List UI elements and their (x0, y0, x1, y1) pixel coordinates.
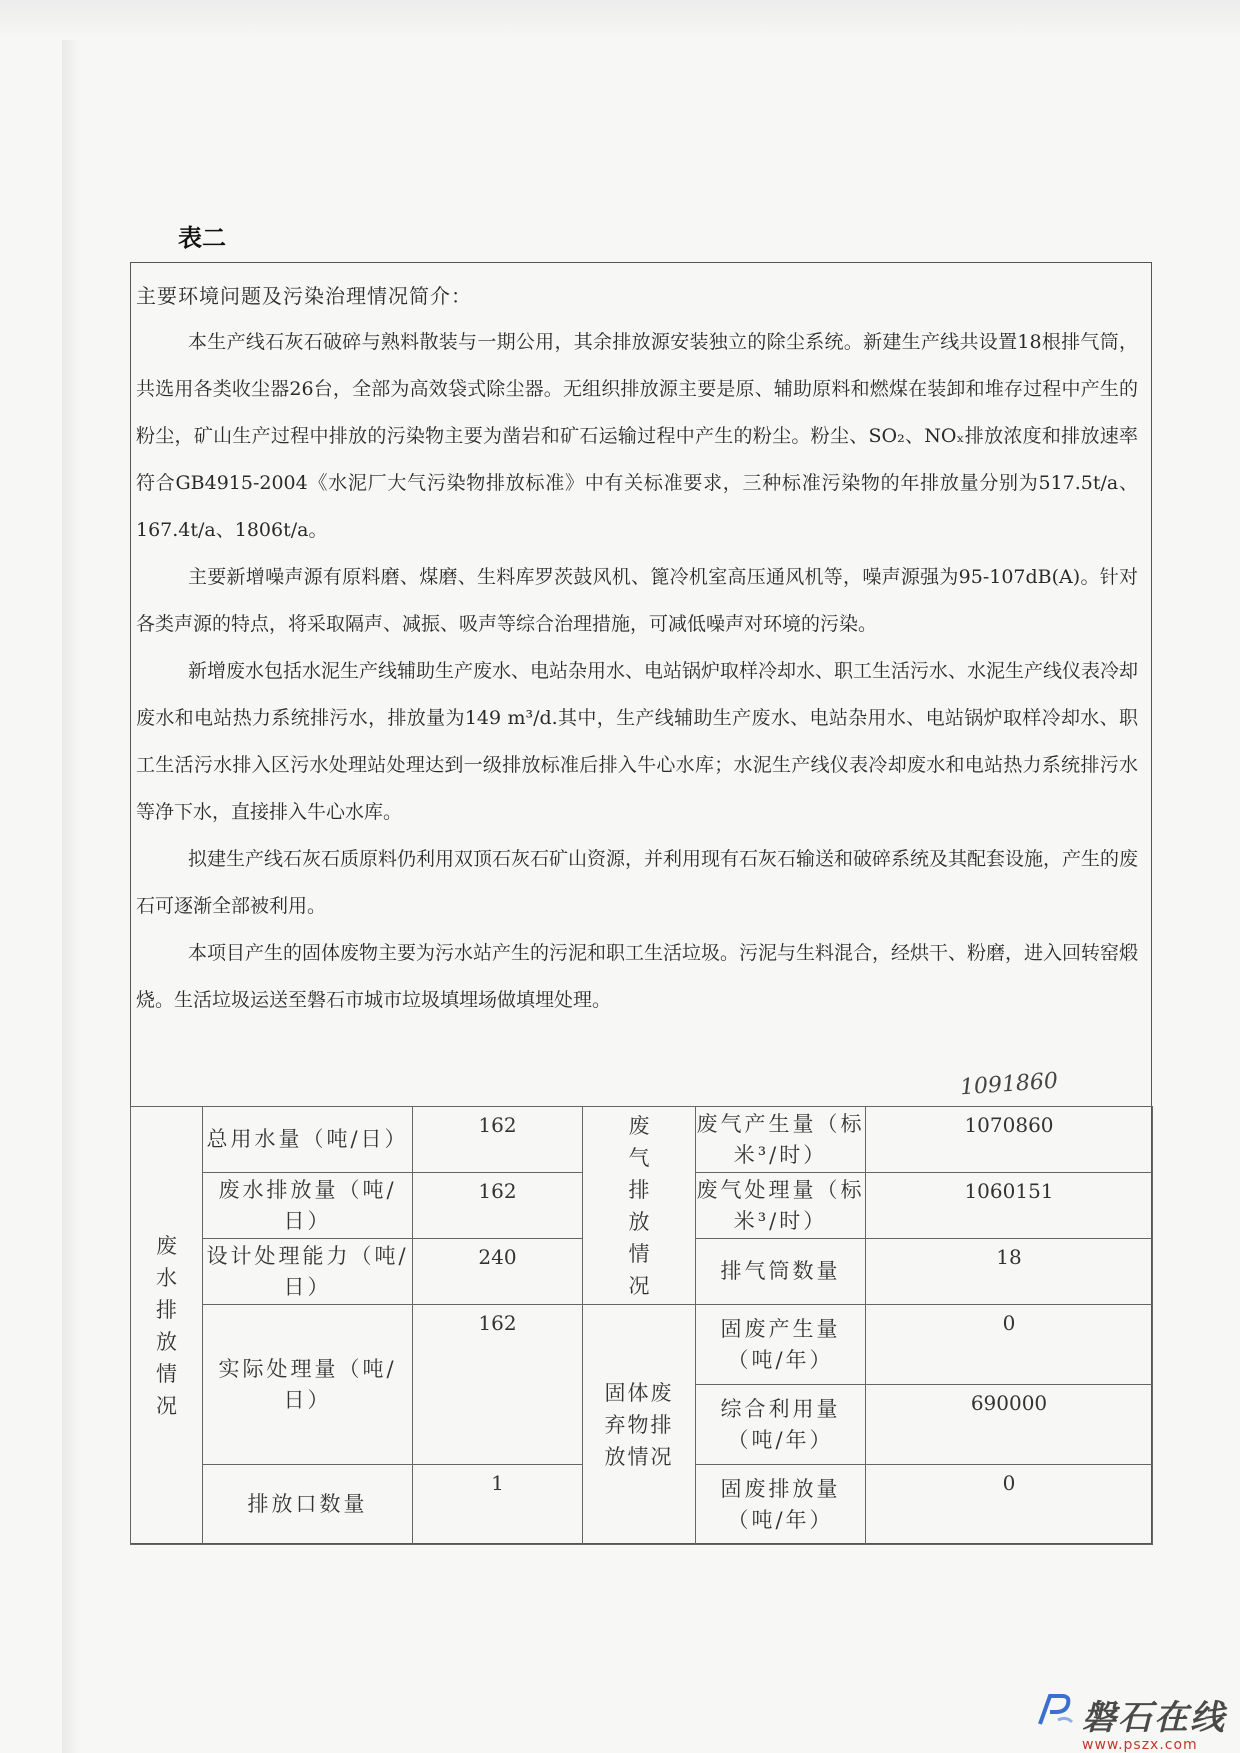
wastewater-discharge-value: 162 (413, 1173, 583, 1239)
intro-section (132, 270, 1142, 1024)
utilization-value: 690000 (866, 1385, 1153, 1465)
wastewater-section-label: 废水排放情况 (131, 1107, 203, 1545)
scan-edge-shadow (62, 0, 80, 1753)
actual-treated-value: 162 (413, 1305, 583, 1465)
waste-gas-section-label: 废气排放情况 (583, 1107, 696, 1305)
emissions-table (130, 1106, 1153, 1545)
handwritten-note: 1091860 (959, 1068, 1059, 1101)
outlet-count-value: 1 (413, 1465, 583, 1545)
gas-generated-label: 废气产生量（标米³/时） (696, 1107, 866, 1173)
design-capacity-label: 设计处理能力（吨/日） (203, 1239, 413, 1305)
wastewater-discharge-label: 废水排放量（吨/日） (203, 1173, 413, 1239)
solid-generated-label: 固废产生量（吨/年） (696, 1305, 866, 1385)
solid-waste-section-label: 固体废弃物排放情况 (583, 1305, 696, 1545)
page-heading: 表二 (178, 224, 226, 252)
solid-discharge-value: 0 (866, 1465, 1153, 1545)
intro-paragraph: 本生产线石灰石破碎与熟料散装与一期公用，其余排放源安装独立的除尘系统。新建生产线共设置18根排气筒，共选用各类收尘器26台，全部为高效袋式除尘器。无组织排放源主要是原、辅助原料和燃煤在装卸和堆存过程中产生的粉尘，矿山生产过程中排放的污染物主要为凿岩和矿石运输过程中产生的粉尘。粉尘、SO₂、NOₓ排放浓度和排放速率符合GB4915-2004《水泥厂大气污染物排放标准》中有关标准要求，三种标准污染物的年排放量分别为517.5t/a、167.4t/a、1806t/a。 (136, 331, 1138, 541)
stack-count-label: 排气筒数量 (696, 1239, 866, 1305)
table-row (131, 1107, 1153, 1173)
gas-generated-value: 1070860 (866, 1107, 1153, 1173)
watermark-url: www.pszx.com (1082, 1737, 1198, 1753)
intro-paragraph: 主要新增噪声源有原料磨、煤磨、生料库罗茨鼓风机、篦冷机室高压通风机等，噪声源强为95-107dB(A)。针对各类声源的特点，将采取隔声、减振、吸声等综合治理措施，可减低噪声对环境的污染。 (136, 566, 1138, 635)
table-row (131, 1305, 1153, 1385)
intro-paragraph: 新增废水包括水泥生产线辅助生产废水、电站杂用水、电站锅炉取样冷却水、职工生活污水、水泥生产线仪表冷却废水和电站热力系统排污水，排放量为149 m³/d.其中，生产线辅助生产废水、电站杂用水、电站锅炉取样冷却水、职工生活污水排入区污水处理站处理达到一级排放标准后排入牛心水库；水泥生产线仪表冷却废水和电站热力系统排污水等净下水，直接排入牛心水库。 (136, 660, 1139, 823)
watermark-text: 磐石在线 (1082, 1698, 1226, 1738)
total-water-label: 总用水量（吨/日） (203, 1107, 413, 1173)
solid-generated-value: 0 (866, 1305, 1153, 1385)
total-water-value: 162 (413, 1107, 583, 1173)
gas-treated-value: 1060151 (866, 1173, 1153, 1239)
actual-treated-label: 实际处理量（吨/日） (203, 1305, 413, 1465)
gas-treated-label: 废气处理量（标米³/时） (696, 1173, 866, 1239)
intro-title: 主要环境问题及污染治理情况简介： (136, 284, 472, 308)
design-capacity-value: 240 (413, 1239, 583, 1305)
stack-count-value: 18 (866, 1239, 1153, 1305)
solid-discharge-label: 固废排放量（吨/年） (696, 1465, 866, 1545)
utilization-label: 综合利用量（吨/年） (696, 1385, 866, 1465)
outlet-count-label: 排放口数量 (203, 1465, 413, 1545)
ps-logo-icon (1036, 1690, 1076, 1730)
intro-paragraph: 拟建生产线石灰石质原料仍利用双顶石灰石矿山资源，并利用现有石灰石输送和破碎系统及其配套设施，产生的废石可逐渐全部被利用。 (136, 848, 1139, 917)
intro-paragraph: 本项目产生的固体废物主要为污水站产生的污泥和职工生活垃圾。污泥与生料混合，经烘干、粉磨，进入回转窑煅烧。生活垃圾运送至磐石市城市垃圾填埋场做填埋处理。 (136, 942, 1139, 1011)
watermark (1036, 1690, 1226, 1753)
scan-top-shadow (0, 0, 1240, 40)
